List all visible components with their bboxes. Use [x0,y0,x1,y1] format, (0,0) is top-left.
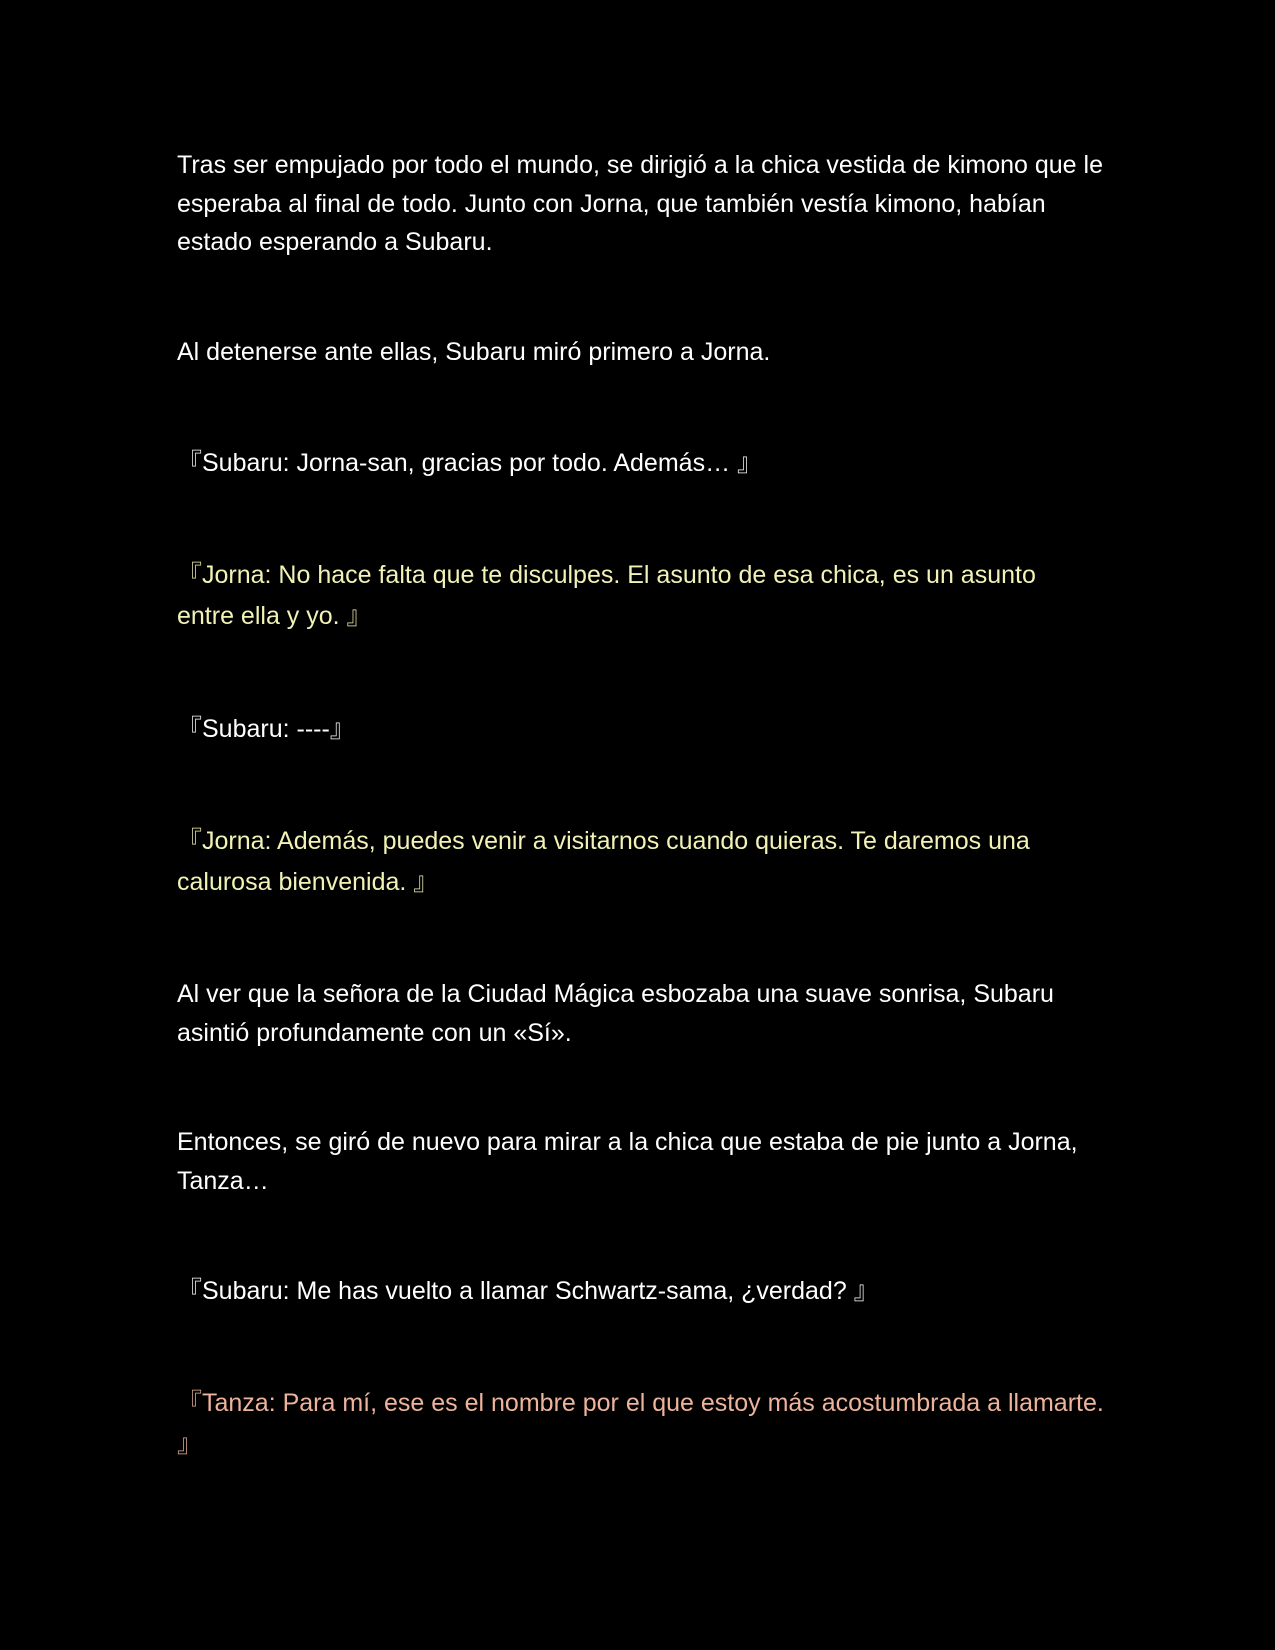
tanza-dialogue: 『Tanza: Para mí, ese es el nombre por el que estoy más acostumbrada a llamarte. 』 [177,1389,1104,1458]
narration-paragraph: Tras ser empujado por todo el mundo, se dirigió a la chica vestida de kimono que le esperaba al final de todo. Junto con Jorna, que también vestía kimono, habían estado esperando a Subaru. [177,151,1103,256]
narration-paragraph: Al ver que la señora de la Ciudad Mágica esbozaba una suave sonrisa, Subaru asintió profundamente con un «Sí». [177,980,1054,1047]
subaru-dialogue: 『Subaru: Jorna-san, gracias por todo. Además… 』 [177,449,763,477]
subaru-dialogue: 『Subaru: ----』 [177,715,355,743]
subaru-dialogue: 『Subaru: Me has vuelto a llamar Schwartz-sama, ¿verdad? 』 [177,1277,879,1305]
narration-paragraph: Al detenerse ante ellas, Subaru miró primero a Jorna. [177,338,771,366]
narration-paragraph: Entonces, se giró de nuevo para mirar a la chica que estaba de pie junto a Jorna, Tanza… [177,1128,1078,1195]
jorna-dialogue: 『Jorna: Además, puedes venir a visitarnos cuando quieras. Te daremos una calurosa bienvenida. 』 [177,827,1030,896]
jorna-dialogue: 『Jorna: No hace falta que te disculpes. El asunto de esa chica, es un asunto entre ella y yo. 』 [177,561,1036,630]
